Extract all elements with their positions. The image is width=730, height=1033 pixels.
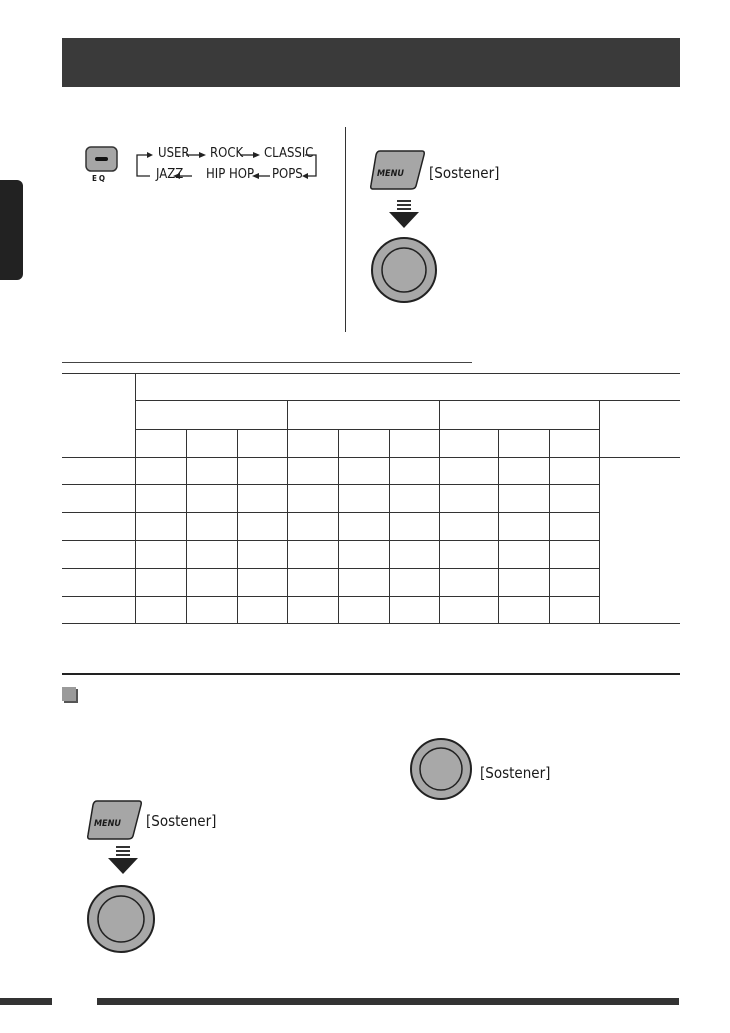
section-rule xyxy=(62,362,472,363)
knob-icon xyxy=(86,884,156,954)
table-row xyxy=(62,485,680,513)
eq-mode-hip-hop: HIP HOP xyxy=(206,167,255,182)
section-divider xyxy=(62,673,680,675)
eq-mode-jazz: JAZZ xyxy=(156,167,184,182)
menu-button-lower[interactable] xyxy=(85,798,143,842)
knob-icon xyxy=(409,737,473,801)
eq-button-label: EQ xyxy=(92,174,108,183)
table-row xyxy=(62,569,680,597)
table-row xyxy=(62,541,680,569)
eq-mode-rock: ROCK xyxy=(210,146,244,161)
down-arrow-icon xyxy=(106,846,140,876)
eq-button-icon xyxy=(85,146,118,172)
control-knob-lower-left[interactable] xyxy=(86,884,156,954)
eq-mode-user: USER xyxy=(158,146,190,161)
eq-mode-pops: POPS xyxy=(272,167,303,182)
menu-hold-text-lower: [Sostener] xyxy=(146,812,217,830)
menu-hold-text: [Sostener] xyxy=(429,164,500,182)
footer-bar xyxy=(97,998,679,1005)
down-arrow-icon xyxy=(387,200,421,230)
table-row xyxy=(62,597,680,624)
section-marker-icon xyxy=(62,687,76,701)
menu-button[interactable] xyxy=(368,148,426,192)
control-knob[interactable] xyxy=(370,236,438,304)
language-side-tab xyxy=(0,180,23,280)
column-divider xyxy=(345,127,346,332)
menu-button-label: MENU xyxy=(94,819,121,829)
table-row xyxy=(62,458,680,485)
footer-bar-left xyxy=(0,998,52,1005)
control-knob-lower-right[interactable] xyxy=(409,737,473,801)
knob-hold-text: [Sostener] xyxy=(480,764,551,782)
page-title-bar xyxy=(62,38,680,87)
knob-icon xyxy=(370,236,438,304)
menu-button-label: MENU xyxy=(377,169,404,179)
eq-settings-table xyxy=(62,373,680,624)
eq-button[interactable] xyxy=(85,146,118,172)
eq-mode-classic: CLASSIC xyxy=(264,146,314,161)
table-row xyxy=(62,513,680,541)
